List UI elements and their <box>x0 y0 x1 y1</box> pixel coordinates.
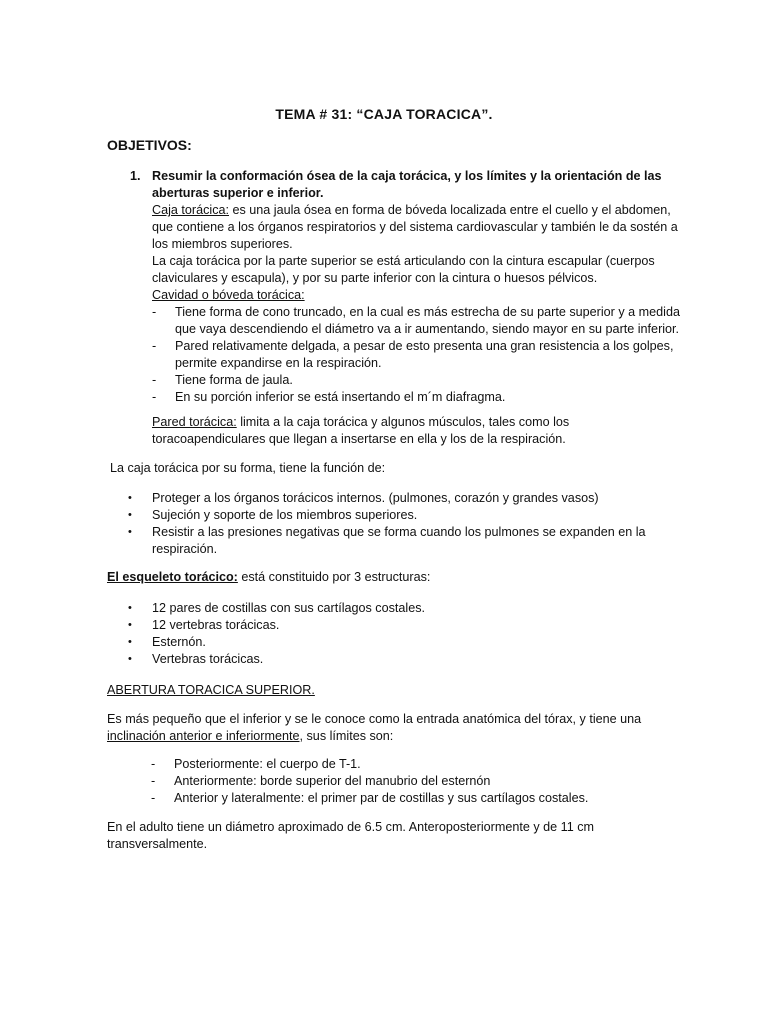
bullet-marker: • <box>128 619 132 631</box>
abertura-line-2-rest: , sus límites son: <box>299 729 394 743</box>
cavidad-item-line-2: que vaya descendiendo el diámetro va a ir aumentando, siendo mayor en su parte inferior. <box>175 322 680 336</box>
esqueleto-item <box>128 651 688 668</box>
adult-paragraph <box>107 819 687 853</box>
pared-text-2: toracoapendiculares que llegan a insertarse en ella y los de la respiración. <box>152 432 566 446</box>
caja-text-3: los miembros superiores. <box>152 237 293 251</box>
esqueleto-item-text: 12 pares de costillas con sus cartílagos costales. <box>152 601 426 615</box>
adult-line-2: transversalmente. <box>107 837 208 851</box>
funcion-line-1: Proteger a los órganos torácicos internos. (pulmones, corazón y grandes vasos) <box>152 491 599 505</box>
esqueleto-item-text: Esternón. <box>152 635 206 649</box>
esqueleto-item-text: 12 vertebras torácicas. <box>152 618 280 632</box>
funcion-line-1: Resistir a las presiones negativas que se forma cuando los pulmones se expanden en la <box>152 525 646 539</box>
esqueleto-list <box>128 600 688 668</box>
limit-text: Anteriormente: borde superior del manubrio del esternón <box>174 774 491 788</box>
limit-item <box>151 790 691 807</box>
funcion-intro: La caja torácica por su forma, tiene la función de: <box>110 461 386 475</box>
cavidad-item-line-1: Tiene forma de jaula. <box>175 373 293 387</box>
cavidad-item-line-1: En su porción inferior se está insertando el m´m diafragma. <box>175 390 506 404</box>
bullet-marker: • <box>128 492 132 504</box>
funcion-item <box>128 507 688 524</box>
caja-text-1: es una jaula ósea en forma de bóveda localizada entre el cuello y el abdomen, <box>229 203 671 217</box>
esqueleto-item <box>128 634 688 651</box>
funcion-line-1: Sujeción y soporte de los miembros superiores. <box>152 508 418 522</box>
bullet-marker: • <box>128 636 132 648</box>
bullet-marker: • <box>128 526 132 538</box>
bullet-marker: • <box>128 509 132 521</box>
pared-block <box>152 414 692 448</box>
caja-term: Caja torácica: <box>152 203 229 217</box>
dash-marker: - <box>151 774 156 788</box>
limit-item <box>151 756 691 773</box>
bullet-marker: • <box>128 602 132 614</box>
pared-text-1: limita a la caja torácica y algunos músculos, tales como los <box>236 415 570 429</box>
pared-term: Pared torácica: <box>152 415 237 429</box>
cavidad-item-line-2: permite expandirse en la respiración. <box>175 356 382 370</box>
abertura-inclination: inclinación anterior e inferiormente <box>107 729 300 743</box>
abertura-limits <box>151 756 691 807</box>
adult-line-1: En el adulto tiene un diámetro aproximado de 6.5 cm. Anteroposteriormente y de 11 cm <box>107 820 594 834</box>
dash-marker: - <box>152 339 157 353</box>
objective-number: 1. <box>130 169 141 183</box>
cavidad-item-line-1: Pared relativamente delgada, a pesar de esto presenta una gran resistencia a los golpes, <box>175 339 674 353</box>
dash-marker: - <box>151 757 156 771</box>
objective-1-block <box>152 168 692 406</box>
funcion-item <box>128 524 688 558</box>
caja-text-2: que contiene a los órganos respiratorios y del sistema cardiovascular y también le da sostén a <box>152 220 678 234</box>
abertura-paragraph <box>107 711 687 745</box>
caja-definition <box>152 202 692 219</box>
funcion-item <box>128 490 688 507</box>
dash-marker: - <box>152 305 157 319</box>
pared-definition <box>152 414 692 431</box>
document-title: TEMA # 31: “CAJA TORACICA”. <box>275 106 493 122</box>
abertura-line-2 <box>107 728 687 745</box>
cavidad-item <box>152 338 692 372</box>
limit-item <box>151 773 691 790</box>
cavidad-term: Cavidad o bóveda torácica: <box>152 288 305 302</box>
esqueleto-item <box>128 617 688 634</box>
funcion-line-2: respiración. <box>152 542 218 556</box>
abertura-heading: ABERTURA TORACICA SUPERIOR. <box>107 683 315 697</box>
limit-text: Posteriormente: el cuerpo de T-1. <box>174 757 361 771</box>
caja-p2-line-1: La caja torácica por la parte superior se está articulando con la cintura escapular (cuerpos <box>152 254 655 268</box>
objectives-heading: OBJETIVOS: <box>107 137 192 153</box>
limit-text: Anterior y lateralmente: el primer par de costillas y sus cartílagos costales. <box>174 791 589 805</box>
dash-marker: - <box>152 373 157 387</box>
funciones-list <box>128 490 688 558</box>
dash-marker: - <box>151 791 156 805</box>
dash-marker: - <box>152 390 157 404</box>
abertura-line-1: Es más pequeño que el inferior y se le conoce como la entrada anatómica del tórax, y tiene una <box>107 712 642 726</box>
cavidad-item <box>152 304 692 338</box>
esqueleto-intro <box>107 569 687 586</box>
caja-p2-line-2: claviculares y escapula), y por su parte inferior con la cintura o huesos pélvicos. <box>152 271 598 285</box>
cavidad-item-line-1: Tiene forma de cono truncado, en la cual es más estrecha de su parte superior y a medida <box>175 305 680 319</box>
cavidad-item <box>152 372 692 389</box>
esqueleto-term: El esqueleto torácico: <box>107 570 238 584</box>
cavidad-item <box>152 389 692 406</box>
esqueleto-text: está constituido por 3 estructuras: <box>237 570 431 584</box>
objective-1-line-1: Resumir la conformación ósea de la caja torácica, y los límites y la orientación de las <box>152 169 662 183</box>
objective-1-line-2: aberturas superior e inferior. <box>152 186 324 200</box>
bullet-marker: • <box>128 653 132 665</box>
esqueleto-item <box>128 600 688 617</box>
esqueleto-item-text: Vertebras torácicas. <box>152 652 264 666</box>
